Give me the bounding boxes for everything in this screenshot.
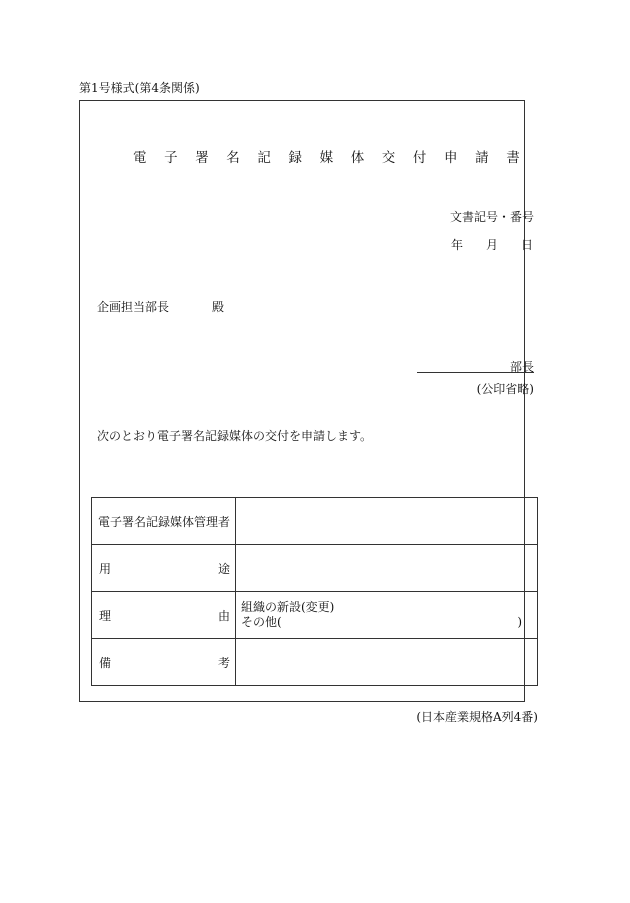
honorific: 殿 <box>212 300 225 314</box>
form-number: 第1号様式(第4条関係) <box>79 81 200 95</box>
paper-size-note: (日本産業規格A列4番) <box>416 710 538 724</box>
row-label-purpose <box>92 545 236 592</box>
date-line <box>451 236 533 253</box>
row-value-remarks <box>236 639 538 686</box>
date-year: 年 <box>451 238 464 252</box>
table-row <box>92 592 538 639</box>
table-row <box>92 639 538 686</box>
table-row <box>92 498 538 545</box>
row-label-char: 考 <box>217 655 230 670</box>
row-value-manager <box>236 498 538 545</box>
row-label-char: 理 <box>99 608 112 623</box>
date-month: 月 <box>485 238 498 252</box>
document-number-label: 文書記号・番号 <box>449 210 534 224</box>
row-label-char: 用 <box>99 561 112 576</box>
applicant-title: 部長 <box>509 360 534 374</box>
addressee: 企画担当部長 <box>97 300 170 314</box>
document-title: 電子署名記録媒体交付申請書 <box>133 150 538 166</box>
row-label-reason <box>92 592 236 639</box>
row-value-reason <box>236 592 538 639</box>
row-label-char: 途 <box>217 561 230 576</box>
reason-other-close-paren: ) <box>517 615 522 629</box>
row-label-text: 電子署名記録媒体管理者 <box>98 514 231 529</box>
row-label-char: 由 <box>217 608 230 623</box>
table-row <box>92 545 538 592</box>
row-label-manager <box>92 498 236 545</box>
row-label-char: 備 <box>99 655 112 670</box>
date-day: 日 <box>520 238 533 252</box>
row-value-purpose <box>236 545 538 592</box>
row-label-remarks <box>92 639 236 686</box>
application-statement: 次のとおり電子署名記録媒体の交付を申請します。 <box>97 429 373 443</box>
reason-option-new-org: 組織の新設(変更) <box>241 600 335 614</box>
seal-omitted-note: (公印省略) <box>476 382 534 396</box>
details-table <box>91 497 538 686</box>
reason-option-other: その他( <box>241 615 282 629</box>
